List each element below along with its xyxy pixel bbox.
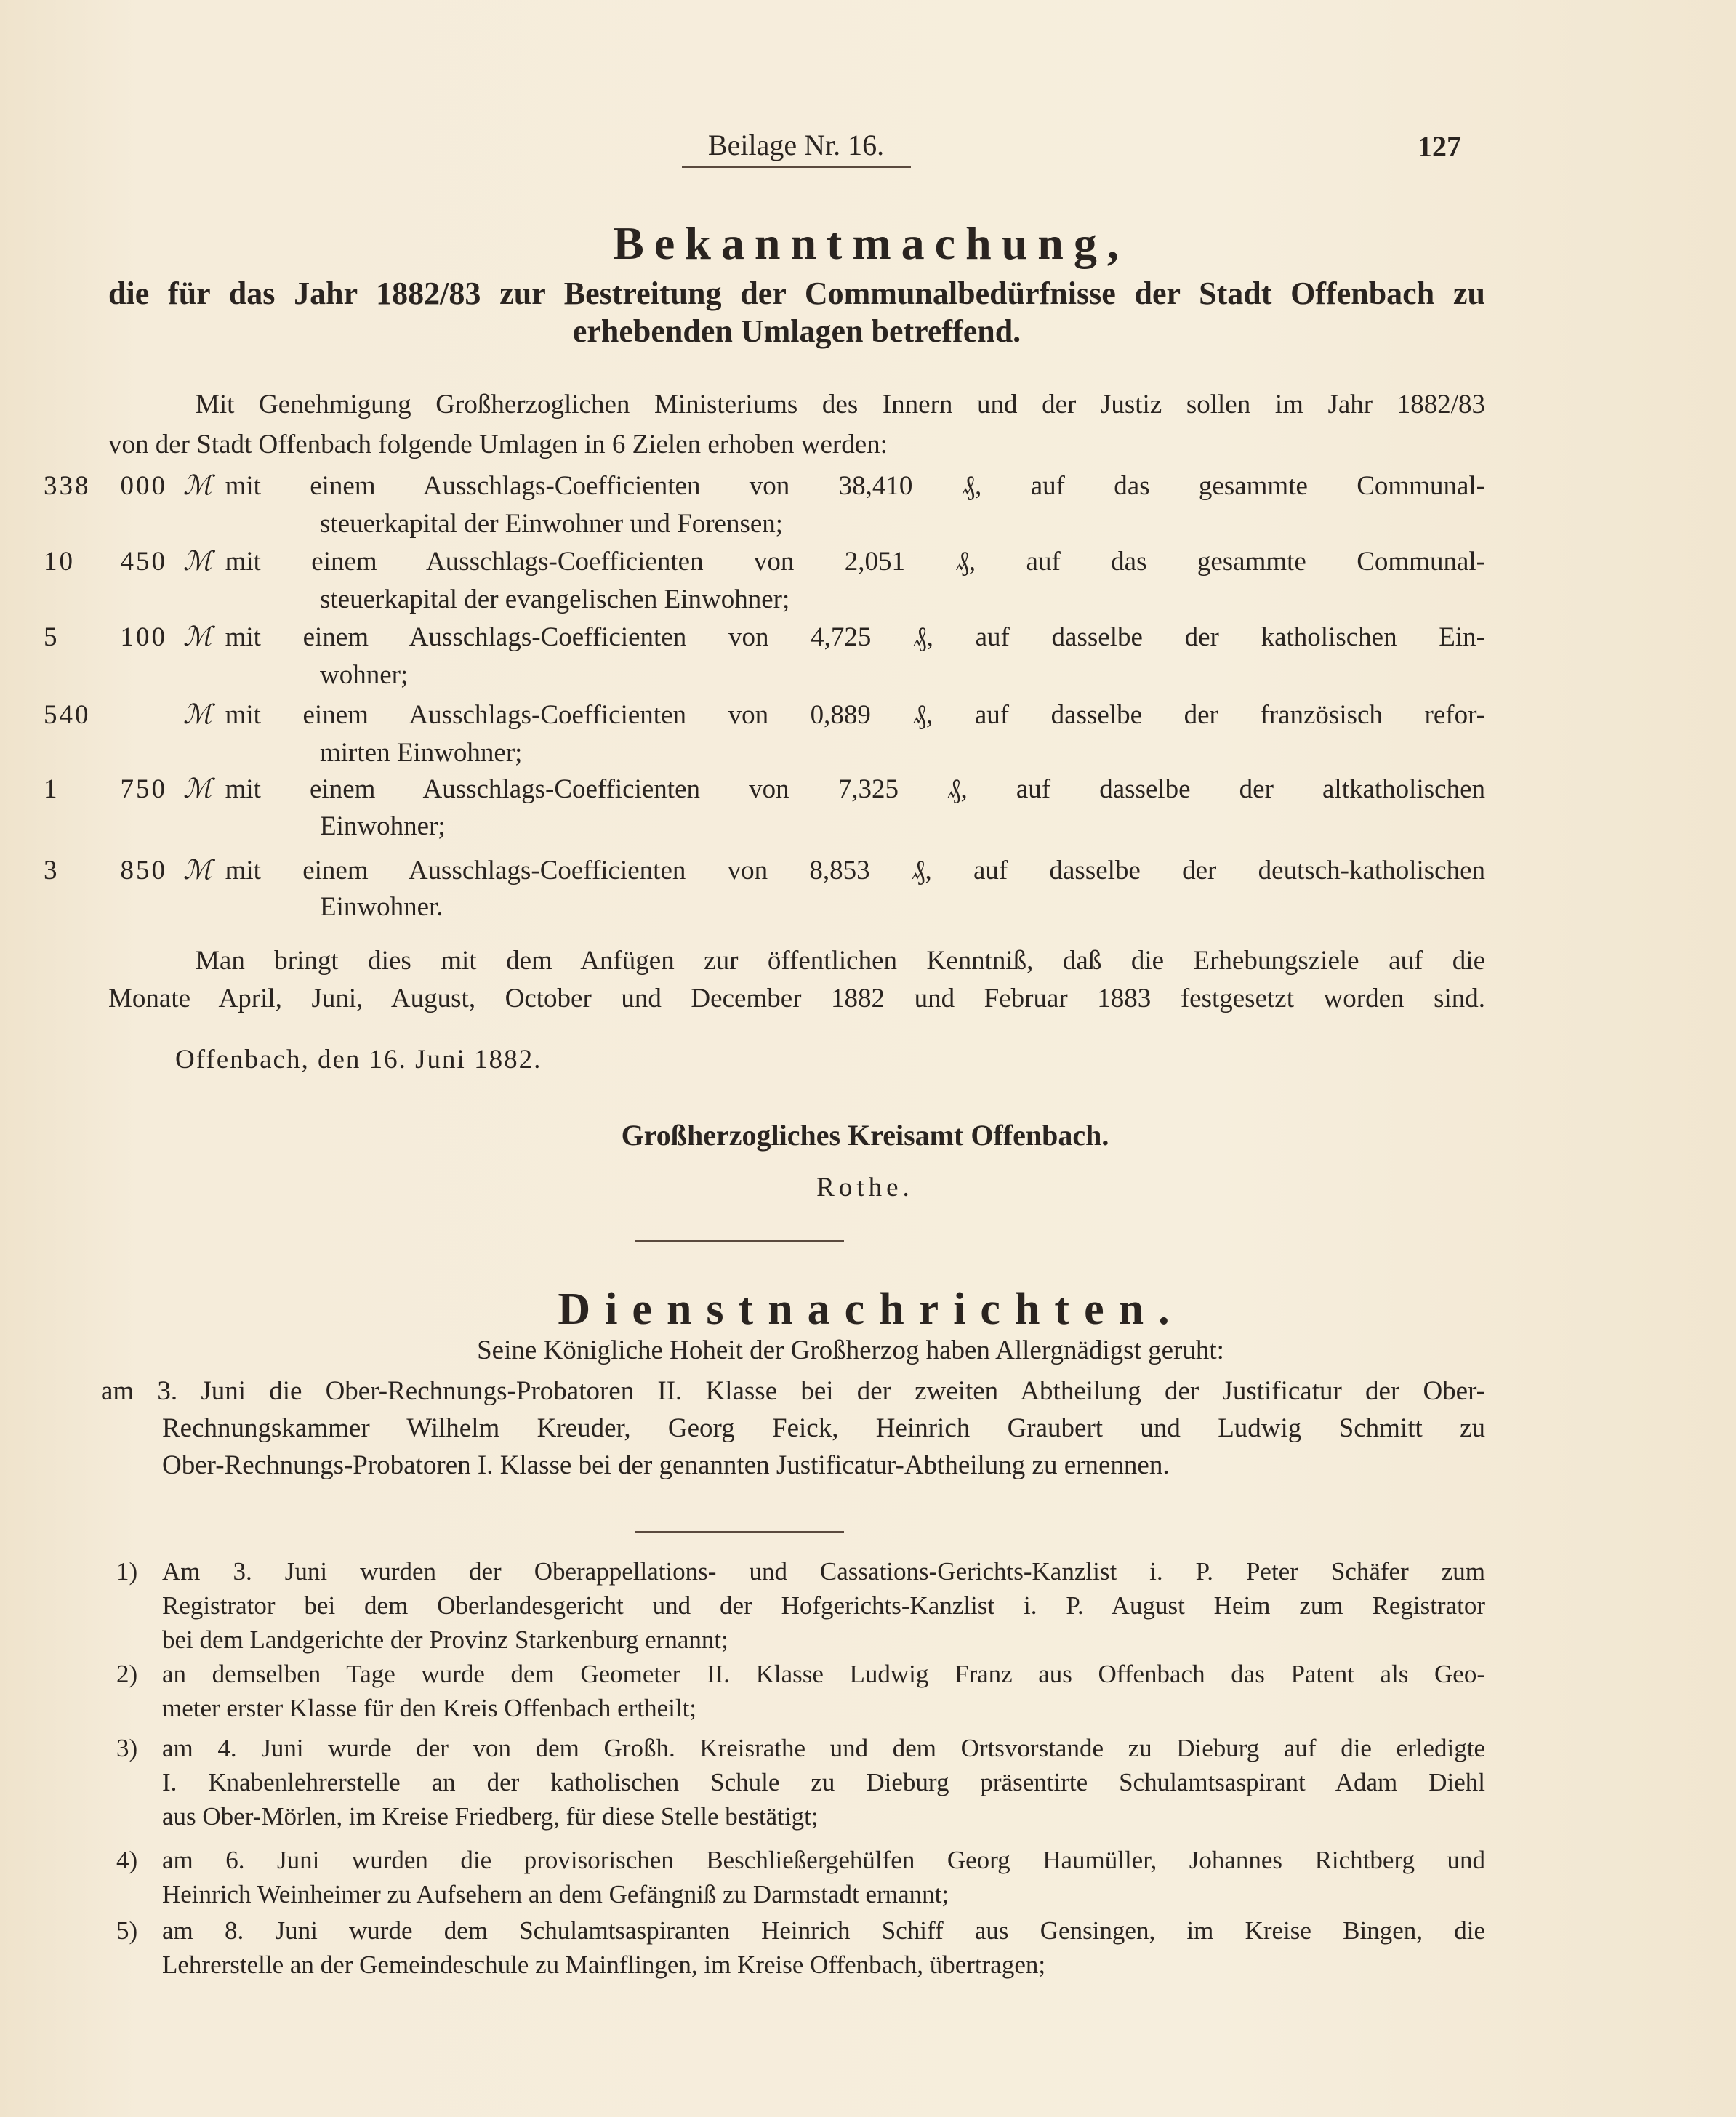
levy-line [44,546,1485,578]
levy-line-cont: wohner; [320,660,409,690]
service-news-title: Dienstnachrichten. [558,1285,1184,1334]
decree-line: Rechnungskammer Wilhelm Kreuder, Georg Feick, Heinrich Graubert und Ludwig Schmitt zu [162,1413,1485,1443]
item-line: am 4. Juni wurde der von dem Großh. Kreisrathe und dem Ortsvorstande zu Dieburg auf die erledigte [162,1734,1485,1762]
item-line: I. Knabenlehrerstelle an der katholischen Schule zu Dieburg präsentirte Schulamtsaspirant Adam Diehl [162,1768,1485,1796]
levy-amount: 1 750 [44,774,167,804]
mark-symbol: ℳ [183,774,212,804]
place-date: Offenbach, den 16. Juni 1882. [175,1045,542,1074]
signature: Rothe. [816,1173,914,1202]
mark-symbol: ℳ [183,622,212,652]
decree-line: am 3. Juni die Ober-Rechnungs-Probatoren II. Klasse bei der zweiten Abtheilung der Justificatur der Ober- [101,1376,1485,1406]
levy-text: mit einem Ausschlags-Coefficienten von 8,853 ₰, auf dasselbe der deutsch-katholischen [225,856,1485,885]
intro-line: von der Stadt Offenbach folgende Umlagen in 6 Zielen erhoben werden: [108,430,888,459]
levy-line-cont: steuerkapital der evangelischen Einwohner; [320,585,790,614]
levy-line-cont: Einwohner. [320,892,443,922]
mark-symbol: ℳ [183,547,212,577]
levy-line-cont: steuerkapital der Einwohner und Forensen; [320,509,784,539]
levy-line-cont: Einwohner; [320,811,446,841]
decree-line: Ober-Rechnungs-Probatoren I. Klasse bei der genannten Justificatur-Abtheilung zu ernennen. [162,1450,1170,1480]
levy-text: mit einem Ausschlags-Coefficienten von 2,051 ₰, auf das gesammte Communal- [225,547,1485,577]
item-line: an demselben Tage wurde dem Geometer II. Klasse Ludwig Franz aus Offenbach das Patent als Geo- [162,1660,1485,1688]
item-line: aus Ober-Mörlen, im Kreise Friedberg, für diese Stelle bestätigt; [162,1802,819,1831]
section-divider [635,1240,844,1242]
closing-line: Man bringt dies mit dem Anfügen zur öffentlichen Kenntniß, daß die Erhebungsziele auf die [196,946,1485,976]
intro-line: Mit Genehmigung Großherzoglichen Ministeriums des Innern und der Justiz sollen im Jahr 1882/83 [196,390,1485,419]
item-line: meter erster Klasse für den Kreis Offenbach ertheilt; [162,1694,697,1722]
item-number: 5) [116,1916,138,1945]
levy-line [44,622,1485,654]
levy-line [44,470,1485,502]
item-number: 2) [116,1660,138,1688]
levy-line [44,699,1485,731]
levy-amount: 10 450 [44,547,167,577]
mark-symbol: ℳ [183,856,212,885]
levy-amount: 3 850 [44,856,167,885]
levy-text: mit einem Ausschlags-Coefficienten von 38,410 ₰, auf das gesammte Communal- [225,471,1485,501]
item-number: 1) [116,1557,138,1586]
header-underline [682,166,911,168]
item-line: Registrator bei dem Oberlandesgericht und der Hofgerichts-Kanzlist i. P. August Heim zum Registrator [162,1591,1485,1620]
closing-line: Monate April, Juni, August, October und December 1882 und Februar 1883 festgesetzt worden sind. [108,984,1485,1013]
item-line: am 6. Juni wurden die provisorischen Beschließergehülfen Georg Haumüller, Johannes Richtberg und [162,1846,1485,1874]
supplement-header: Beilage Nr. 16. [707,129,885,161]
page-number: 127 [1418,130,1461,163]
levy-line-cont: mirten Einwohner; [320,738,523,768]
item-line: am 8. Juni wurde dem Schulamtsaspiranten Heinrich Schiff aus Gensingen, im Kreise Bingen, die [162,1916,1485,1945]
item-line: bei dem Landgerichte der Provinz Starkenburg ernannt; [162,1626,728,1654]
levy-line [44,855,1485,887]
item-line: Am 3. Juni wurden der Oberappellations- und Cassations-Gerichts-Kanzlist i. P. Peter Schäfer zum [162,1557,1485,1586]
issuing-authority: Großherzogliches Kreisamt Offenbach. [621,1119,1109,1152]
levy-amount: 5 100 [44,622,167,652]
service-news-intro: Seine Königliche Hoheit der Großherzog haben Allergnädigst geruht: [477,1335,1224,1365]
notice-subtitle-line: erhebenden Umlagen betreffend. [572,313,1021,349]
mark-symbol: ℳ [183,700,212,730]
notice-subtitle-line: die für das Jahr 1882/83 zur Bestreitung der Communalbedürfnisse der Stadt Offenbach zu [108,276,1485,311]
section-divider [635,1531,844,1533]
mark-symbol: ℳ [183,471,212,501]
notice-title: Bekanntmachung, [613,217,1129,269]
levy-line [44,774,1485,806]
levy-text: mit einem Ausschlags-Coefficienten von 7,325 ₰, auf dasselbe der altkatholischen [225,774,1485,804]
item-number: 4) [116,1846,138,1874]
item-line: Heinrich Weinheimer zu Aufsehern an dem Gefängniß zu Darmstadt ernannt; [162,1880,949,1908]
levy-text: mit einem Ausschlags-Coefficienten von 4,725 ₰, auf dasselbe der katholischen Ein- [225,622,1485,652]
item-line: Lehrerstelle an der Gemeindeschule zu Mainflingen, im Kreise Offenbach, übertragen; [162,1951,1046,1979]
item-number: 3) [116,1734,138,1762]
levy-amount: 338 000 [44,471,167,501]
levy-text: mit einem Ausschlags-Coefficienten von 0,889 ₰, auf dasselbe der französisch refor- [225,700,1485,730]
levy-amount: 540 [44,700,91,730]
